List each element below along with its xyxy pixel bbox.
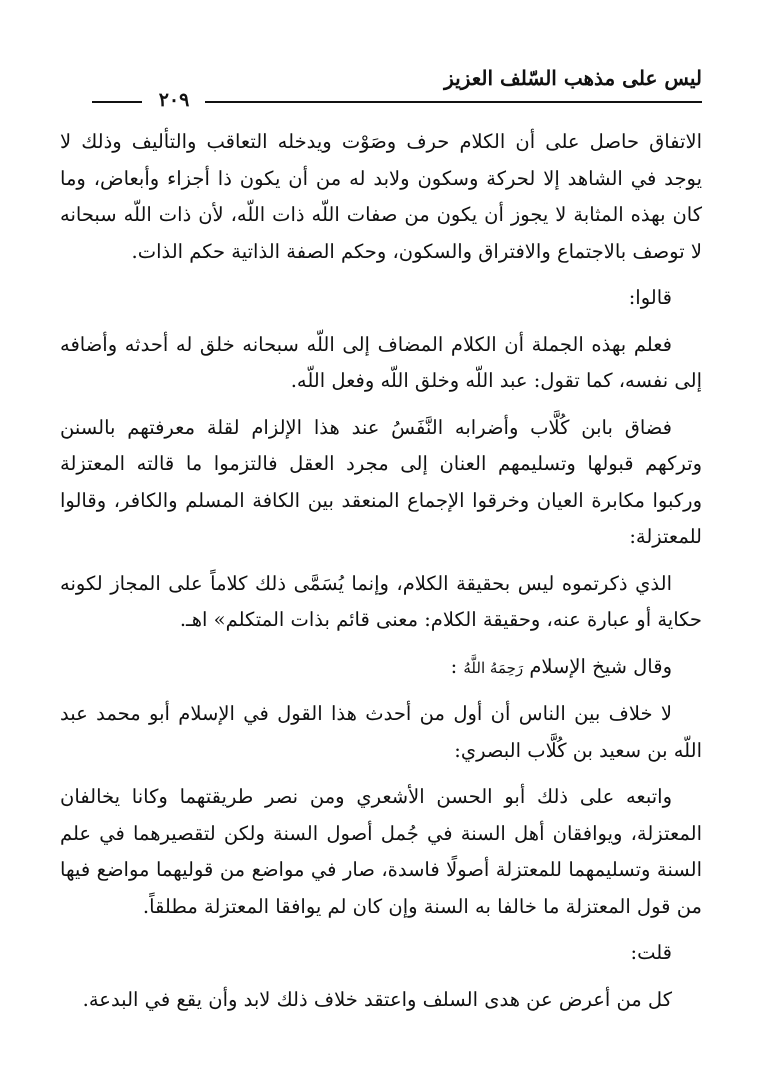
paragraph-8: واتبعه على ذلك أبو الحسن الأشعري ومن نصر طريقتهما وكانا يخالفان المعتزلة، ويوافقان أهل السنة في جُمل أصول السنة ولكن لتقصيرهما في علم السنة وتسليمهما للمعتزلة أصولًا فاسدة، صار في مواضع من قوليهما مواضع فيها من قول المعتزلة ما خالفا به السنة وإن كان لم يوافقا المعتزلة مطلقاً. [60,785,702,918]
paragraph-3: فعلم بهذه الجملة أن الكلام المضاف إلى اللّه سبحانه خلق له أحدثه وأضافه إلى نفسه، كما تقول: عبد اللّه وخلق اللّه وفعل اللّه. [60,332,702,392]
body-text [60,124,702,1028]
paragraph-1: الاتفاق حاصل على أن الكلام حرف وصَوْت ويدخله التعاقب والتأليف وذلك لا يوجد في الشاهد إلا لحركة وسكون ولابد له من أن يكون ذا أجزاء وأبعاض، وما كان بهذه المثابة لا يجوز أن يكون من صفات اللّه ذات اللّه، لأن ذات اللّه سبحانه لا توصف بالاجتماع والافتراق والسكون، وحكم الصفة الذاتية حكم الذات. [60,130,702,263]
paragraph-7: لا خلاف بين الناس أن أول من أحدث هذا القول في الإسلام أبو محمد عبد اللّه بن سعيد بن كُلَّاب البصري: [60,702,702,762]
paragraph-6-text: وقال شيخ الإسلام [529,654,672,678]
header-rule-right [205,101,702,103]
paragraph-6-colon: : [450,654,458,678]
paragraph-5: الذي ذكرتموه ليس بحقيقة الكلام، وإنما يُسَمَّى ذلك كلاماً على المجاز لكونه حكاية أو عبارة عنه، وحقيقة الكلام: معنى قائم بذات المتكلم» اهـ. [60,571,702,631]
paragraph-9: قلت: [630,941,672,964]
page-number: ٢٠٩ [158,89,190,111]
honorific-phrase: رَحِمَهُ اللَّهُ [463,658,524,677]
running-title: ليس على مذهب السّلف العزيز [444,66,702,90]
paragraph-10: كل من أعرض عن هدى السلف واعتقد خلاف ذلك لابد وأن يقع في البدعة. [82,987,672,1011]
header-rule-left [92,101,142,103]
paragraph-4: فضاق بابن كُلَّاب وأضرابه النَّفَسُ عند هذا الإلزام لقلة معرفتهم بالسنن وتركهم قبولها وتسليمهم العنان إلى مجرد العقل فالتزموا ما قالته المعتزلة وركبوا مكابرة العيان وخرقوا الإجماع المنعقد بين الكافة المسلم والكافر، وقالوا للمعتزلة: [60,415,702,548]
paragraph-6 [60,649,702,687]
paragraph-2: قالوا: [628,286,672,309]
